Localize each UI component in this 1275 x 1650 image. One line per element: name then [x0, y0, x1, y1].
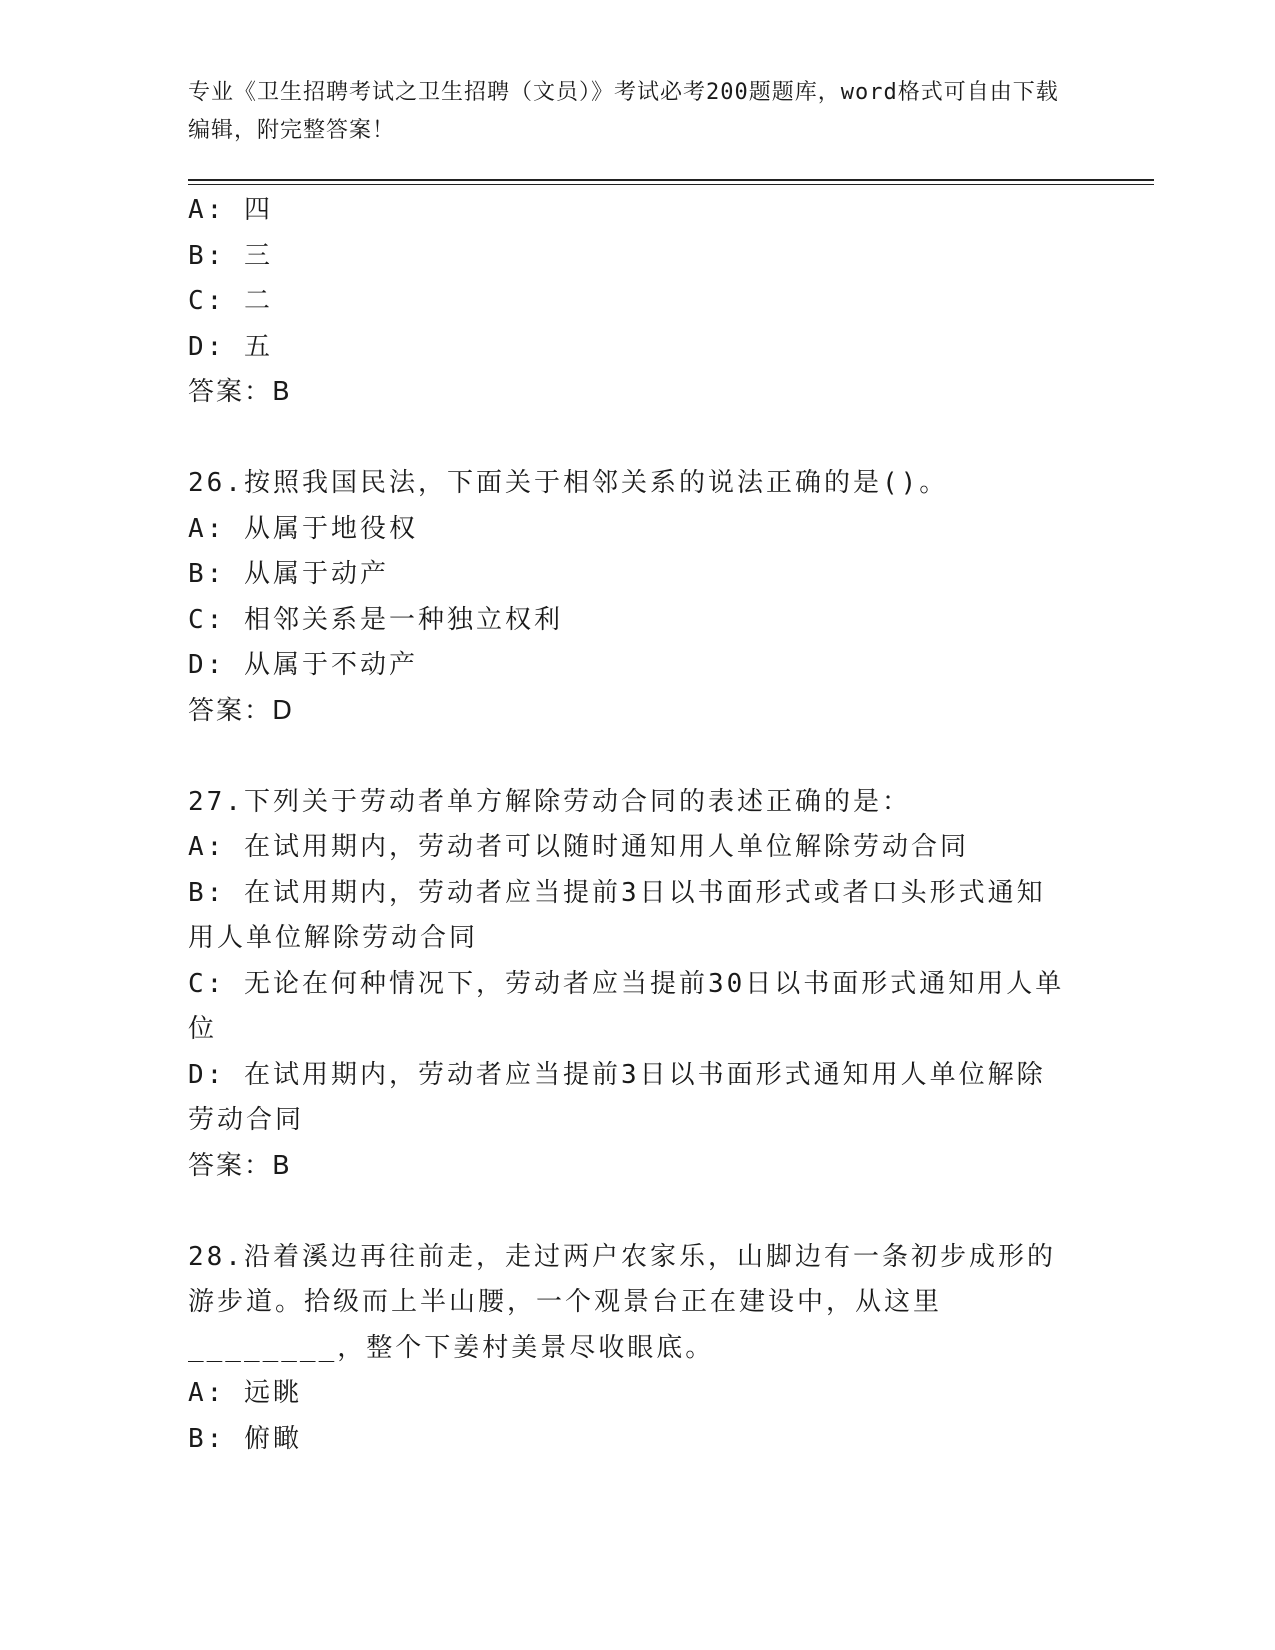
spacer [188, 734, 1088, 780]
question-28-block [188, 1235, 1068, 1463]
option-b: B: 三 [188, 240, 273, 271]
header-divider-thick [188, 179, 1154, 181]
option-a: A: 从属于地役权 [188, 513, 418, 544]
spacer [188, 1189, 1088, 1235]
answer-line: 答案：B [188, 1150, 292, 1181]
question-stem: 28.沿着溪边再往前走，走过两户农家乐，山脚边有一条初步成形的游步道。拾级而上半山腰，一个观景台正在建设中，从这里________，整个下姜村美景尽收眼底。 [188, 1241, 1056, 1363]
question-26-block [188, 461, 1088, 734]
option-b: B: 从属于动产 [188, 559, 389, 589]
option-d: D: 在试用期内，劳动者应当提前3日以书面形式通知用人单位解除劳动合同 [188, 1059, 1046, 1135]
question-stem: 26.按照我国民法，下面关于相邻关系的说法正确的是()。 [188, 468, 949, 498]
spacer [188, 416, 1088, 462]
header-divider-thin [188, 184, 1154, 185]
answer-line: 答案：D [188, 695, 295, 726]
question-stem: 27.下列关于劳动者单方解除劳动合同的表述正确的是： [188, 786, 911, 817]
option-b: B: 在试用期内，劳动者应当提前3日以书面形式或者口头形式通知用人单位解除劳动合同 [188, 877, 1046, 953]
option-b: B: 俯瞰 [188, 1423, 302, 1454]
question-list [188, 188, 1088, 1462]
answer-line: 答案：B [188, 377, 292, 407]
question-25-block [188, 188, 1088, 416]
document-header: 专业《卫生招聘考试之卫生招聘（文员）》考试必考200题题库，word格式可自由下载编辑，附完整答案！ [188, 80, 1059, 143]
option-a: A: 在试用期内，劳动者可以随时通知用人单位解除劳动合同 [188, 832, 969, 862]
option-d: D: 从属于不动产 [188, 650, 418, 680]
option-d: D: 五 [188, 331, 273, 362]
option-a: A: 四 [188, 195, 273, 225]
option-c: C: 二 [188, 286, 273, 316]
option-a: A: 远眺 [188, 1378, 302, 1408]
option-c: C: 无论在何种情况下，劳动者应当提前30日以书面形式通知用人单位 [188, 968, 1065, 1044]
option-c: C: 相邻关系是一种独立权利 [188, 604, 563, 635]
question-27-block [188, 780, 1068, 1190]
